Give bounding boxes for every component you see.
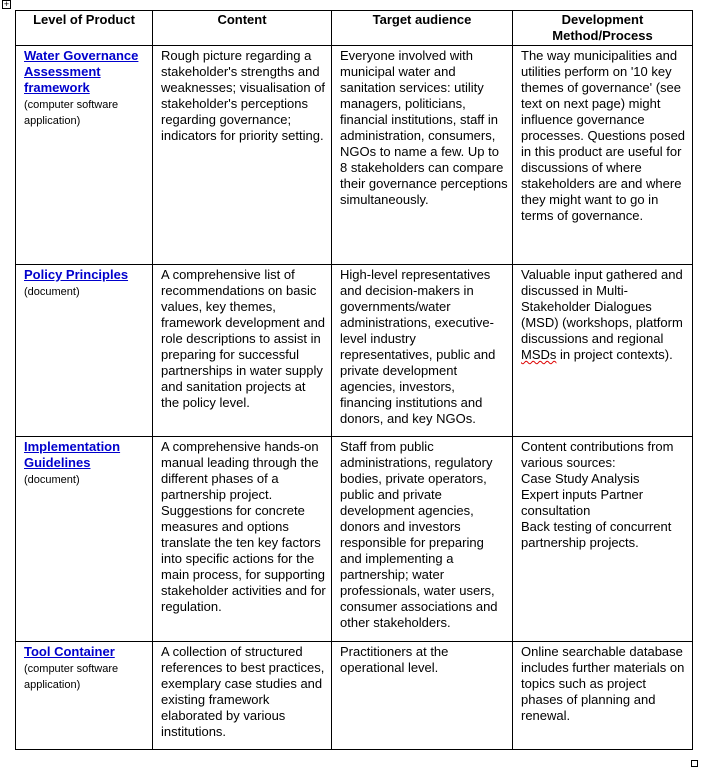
- method-cell: Online searchable database includes further materials on topics such as project phases of planning and renewal.: [513, 642, 693, 750]
- level-cell: [16, 642, 153, 750]
- content-cell: A collection of structured references to best practices, exemplary case studies and existing framework elaborated by various institutions.: [153, 642, 332, 750]
- method-line: Back testing of concurrent partnership projects.: [521, 519, 672, 550]
- table-row: [16, 642, 693, 750]
- header-content: Content: [153, 11, 332, 46]
- product-link[interactable]: Water Governance Assessment framework: [24, 48, 139, 95]
- method-cell: The way municipalities and utilities perform on '10 key themes of governance' (see text on next page) might influence governance processes. Questions posed in this product are useful for discussions of where stakeholders are and where they might want to go in terms of governance.: [513, 46, 693, 265]
- method-line: Case Study Analysis: [521, 471, 640, 486]
- level-cell: [16, 437, 153, 642]
- header-method: [513, 11, 693, 46]
- table-move-handle[interactable]: +: [3, 0, 10, 9]
- header-row: [16, 11, 693, 46]
- header-method-line1: Development: [561, 12, 644, 27]
- product-type: (computer software application): [24, 663, 119, 691]
- method-text-c: in project contexts).: [556, 347, 673, 362]
- method-line: Content contributions from various sources:: [521, 439, 674, 470]
- audience-cell: High-level representatives and decision-makers in governments/water administrations, executive-level industry representatives, public and private development agencies, investors, financing institutions and donors, and key NGOs.: [332, 265, 513, 437]
- audience-cell: Everyone involved with municipal water and sanitation services: utility managers, politicians, financial institutions, staff in administration, consumers, NGOs to name a few. Up to 8 stakeholders can compare their governance perceptions simultaneously.: [332, 46, 513, 265]
- header-method-line2: Method/Process: [552, 28, 653, 43]
- product-type: (document): [24, 286, 80, 298]
- header-audience: Target audience: [332, 11, 513, 46]
- spellcheck-word: MSDs: [521, 347, 557, 362]
- method-cell: [513, 437, 693, 642]
- method-cell: [513, 265, 693, 437]
- product-type: (document): [24, 474, 80, 486]
- content-cell: Rough picture regarding a stakeholder's strengths and weaknesses; visualisation of stakeholder's perceptions regarding governance; indicators for priority setting.: [153, 46, 332, 265]
- method-line: Expert inputs Partner consultation: [521, 487, 644, 518]
- table-resize-handle[interactable]: [691, 760, 698, 767]
- product-link[interactable]: Policy Principles: [24, 267, 129, 282]
- audience-cell: Practitioners at the operational level.: [332, 642, 513, 750]
- level-cell: [16, 265, 153, 437]
- product-type: (computer software application): [24, 99, 119, 127]
- table-row: [16, 437, 693, 642]
- table-row: [16, 46, 693, 265]
- method-text-a: Valuable input gathered and discussed in Multi-Stakeholder Dialogues (MSD) (workshops, platform discussions and regional: [521, 267, 683, 346]
- level-cell: [16, 46, 153, 265]
- content-cell: A comprehensive list of recommendations on basic values, key themes, framework development and role descriptions to assist in preparing for successful partnerships in water supply and sanitation projects at the policy level.: [153, 265, 332, 437]
- product-link[interactable]: Tool Container: [24, 644, 115, 659]
- audience-cell: Staff from public administrations, regulatory bodies, private operators, public and private development agencies, donors and investors responsible for preparing and implementing a partnership; water professionals, water users, consumer associations and other stakeholders.: [332, 437, 513, 642]
- product-link[interactable]: Implementation Guidelines: [24, 439, 121, 470]
- content-cell: A comprehensive hands-on manual leading through the different phases of a partnership project. Suggestions for concrete measures and options translate the ten key factors into specific actions for the main process, for supporting stakeholder activities and for regulation.: [153, 437, 332, 642]
- header-level: Level of Product: [16, 11, 153, 46]
- table-row: [16, 265, 693, 437]
- product-table: [15, 10, 693, 750]
